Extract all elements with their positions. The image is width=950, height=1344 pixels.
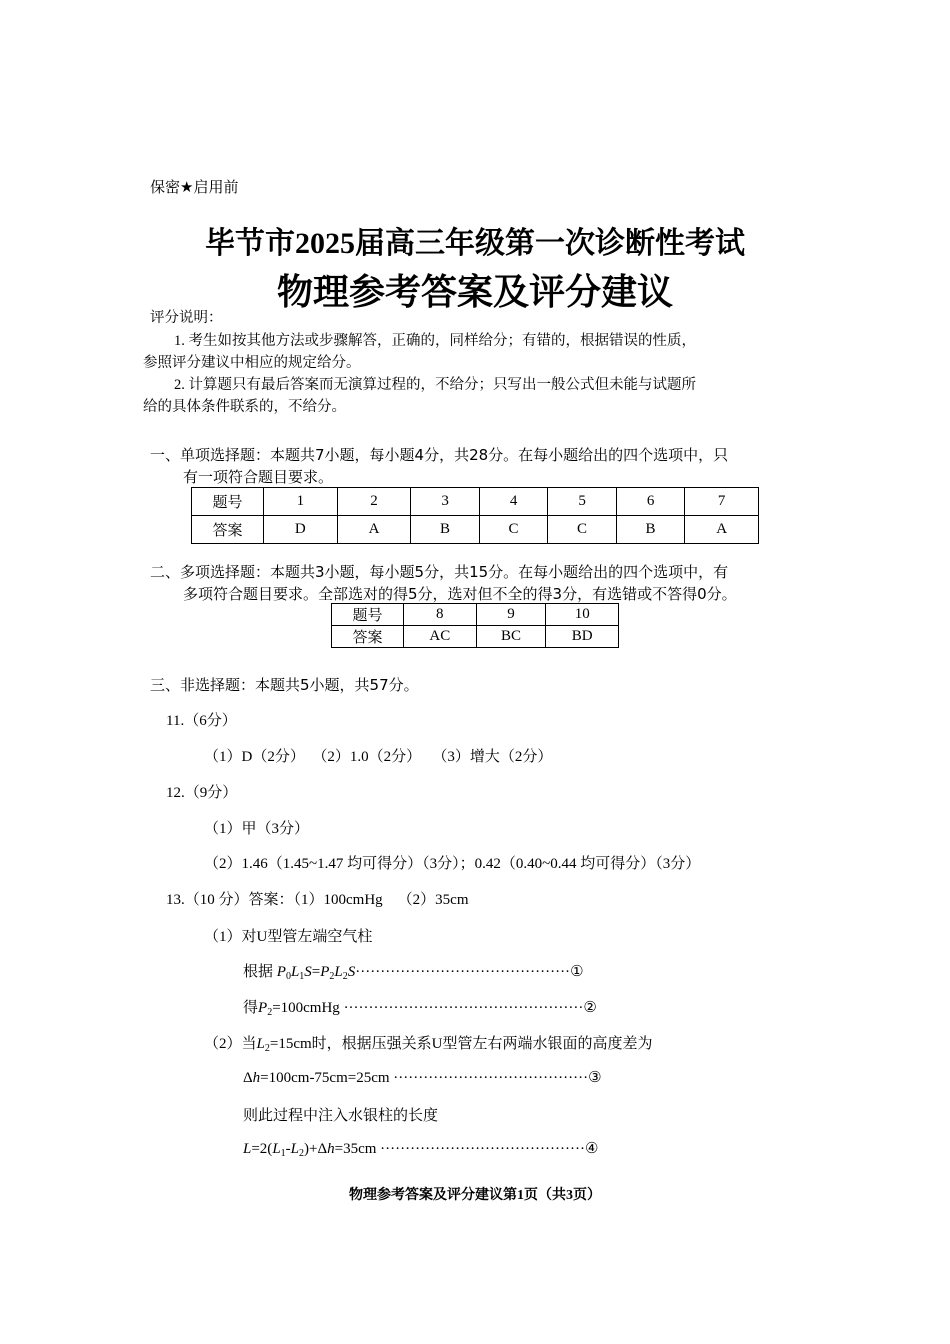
- eq4-formula: $L=2(L_1-L_2)+\Delta h$: [243, 1141, 335, 1159]
- q13-part2-line2: 则此过程中注入水银柱的长度: [243, 1108, 439, 1124]
- multiple-choice-table: [331, 603, 619, 648]
- answer-cell: B: [616, 516, 685, 544]
- single-choice-table: [191, 487, 759, 544]
- eq1-leader-dots: ···········································: [355, 964, 571, 980]
- section3-heading: 三、非选择题：本题共5小题，共57分。: [150, 676, 419, 694]
- eq3-marker: ③: [588, 1070, 602, 1086]
- section1-line-1: 一、单项选择题：本题共7小题，每小题4分，共28分。在每小题给出的四个选项中，只: [150, 446, 729, 464]
- eq1-prefix: 根据: [243, 964, 277, 980]
- question-number: 2: [337, 488, 411, 516]
- eq1-marker: ①: [570, 964, 584, 980]
- q11-answer: （1）D（2分） （2）1.0（2分） （3）增大（2分）: [204, 749, 553, 765]
- eq4-leader-dots: ·········································: [380, 1141, 585, 1157]
- eq2-suffix: =100cmHg: [272, 1000, 344, 1016]
- section2-line-1: 二、多项选择题：本题共3小题，每小题5分，共15分。在每小题给出的四个选项中，有: [150, 563, 729, 581]
- part2-symbol: $L_2$: [256, 1036, 270, 1054]
- note-1-line-2: 参照评分建议中相应的规定给分。: [143, 355, 361, 371]
- q13-label: 13.（10 分）答案：（1）100cmHg （2）35cm: [166, 892, 469, 908]
- answer-cell: A: [337, 516, 411, 544]
- eq3-symbol: Δh: [243, 1070, 261, 1086]
- scoring-notes-heading: 评分说明：: [150, 310, 223, 326]
- table-row: [192, 488, 759, 516]
- document-title: 物理参考答案及评分建议: [276, 272, 673, 312]
- question-number: 8: [404, 604, 477, 626]
- eq4-marker: ④: [584, 1141, 599, 1157]
- row-label-number: 题号: [192, 488, 264, 516]
- row-label-number: 题号: [332, 604, 404, 626]
- answer-cell: D: [264, 516, 338, 544]
- question-number: 4: [479, 488, 548, 516]
- equation-4: [243, 1139, 598, 1158]
- question-number: 3: [411, 488, 480, 516]
- q11-label: 11.（6分）: [166, 713, 237, 729]
- equation-3: [243, 1068, 602, 1087]
- equation-2: [243, 996, 597, 1017]
- answer-cell: AC: [404, 626, 477, 648]
- eq2-leader-dots: ················································: [343, 1000, 584, 1016]
- part2-prefix: （2）当: [204, 1036, 257, 1052]
- answer-cell: BD: [546, 626, 619, 648]
- q12-label: 12.（9分）: [166, 785, 238, 801]
- eq3-leader-dots: ·······································: [393, 1070, 589, 1086]
- question-number: 9: [476, 604, 546, 626]
- note-1-line-1: 1. 考生如按其他方法或步骤解答，正确的，同样给分；有错的，根据错误的性质，: [174, 333, 696, 349]
- eq2-marker: ②: [583, 1000, 597, 1016]
- answer-cell: C: [548, 516, 617, 544]
- page-footer: 物理参考答案及评分建议第1页（共3页）: [349, 1188, 601, 1203]
- table-row: [332, 604, 619, 626]
- confidential-mark: 保密★启用前: [150, 178, 239, 196]
- answer-cell: B: [411, 516, 480, 544]
- answer-cell: C: [479, 516, 548, 544]
- question-number: 10: [546, 604, 619, 626]
- section2-line-2: 多项符合题目要求。全部选对的得5分，选对但不全的得3分，有选错或不答得0分。: [183, 585, 737, 603]
- answer-cell: BC: [476, 626, 546, 648]
- part2-suffix: =15cm时，根据压强关系U型管左右两端水银面的高度差为: [269, 1036, 653, 1052]
- question-number: 1: [264, 488, 338, 516]
- row-label-answer: 答案: [332, 626, 404, 648]
- q13-part1-intro: （1）对U型管左端空气柱: [204, 929, 373, 945]
- exam-title: 毕节市2025届高三年级第一次诊断性考试: [205, 227, 745, 260]
- question-number: 7: [685, 488, 759, 516]
- eq1-formula: $P_0L_1S=P_2L_2S$: [276, 964, 356, 982]
- q12-part2: （2）1.46（1.45~1.47 均可得分）（3分）；0.42（0.40~0.44 均可得分）（3分）: [204, 856, 701, 872]
- eq2-symbol: $P_2$: [258, 1000, 273, 1018]
- table-row: [192, 516, 759, 544]
- row-label-answer: 答案: [192, 516, 264, 544]
- eq2-prefix: 得: [243, 1000, 259, 1016]
- answer-cell: A: [685, 516, 759, 544]
- q12-part1: （1）甲（3分）: [204, 821, 310, 837]
- note-2-line-1: 2. 计算题只有最后答案而无演算过程的，不给分；只写出一般公式但未能与试题所: [174, 377, 696, 393]
- question-number: 5: [548, 488, 617, 516]
- equation-1: [243, 960, 584, 981]
- q13-part2-intro: [204, 1032, 652, 1053]
- note-2-line-2: 给的具体条件联系的，不给分。: [143, 399, 346, 415]
- eq3-text: =100cm-75cm=25cm: [260, 1070, 394, 1086]
- question-number: 6: [616, 488, 685, 516]
- section1-line-2: 有一项符合题目要求。: [183, 468, 334, 486]
- table-row: [332, 626, 619, 648]
- eq4-text: =35cm: [334, 1141, 381, 1157]
